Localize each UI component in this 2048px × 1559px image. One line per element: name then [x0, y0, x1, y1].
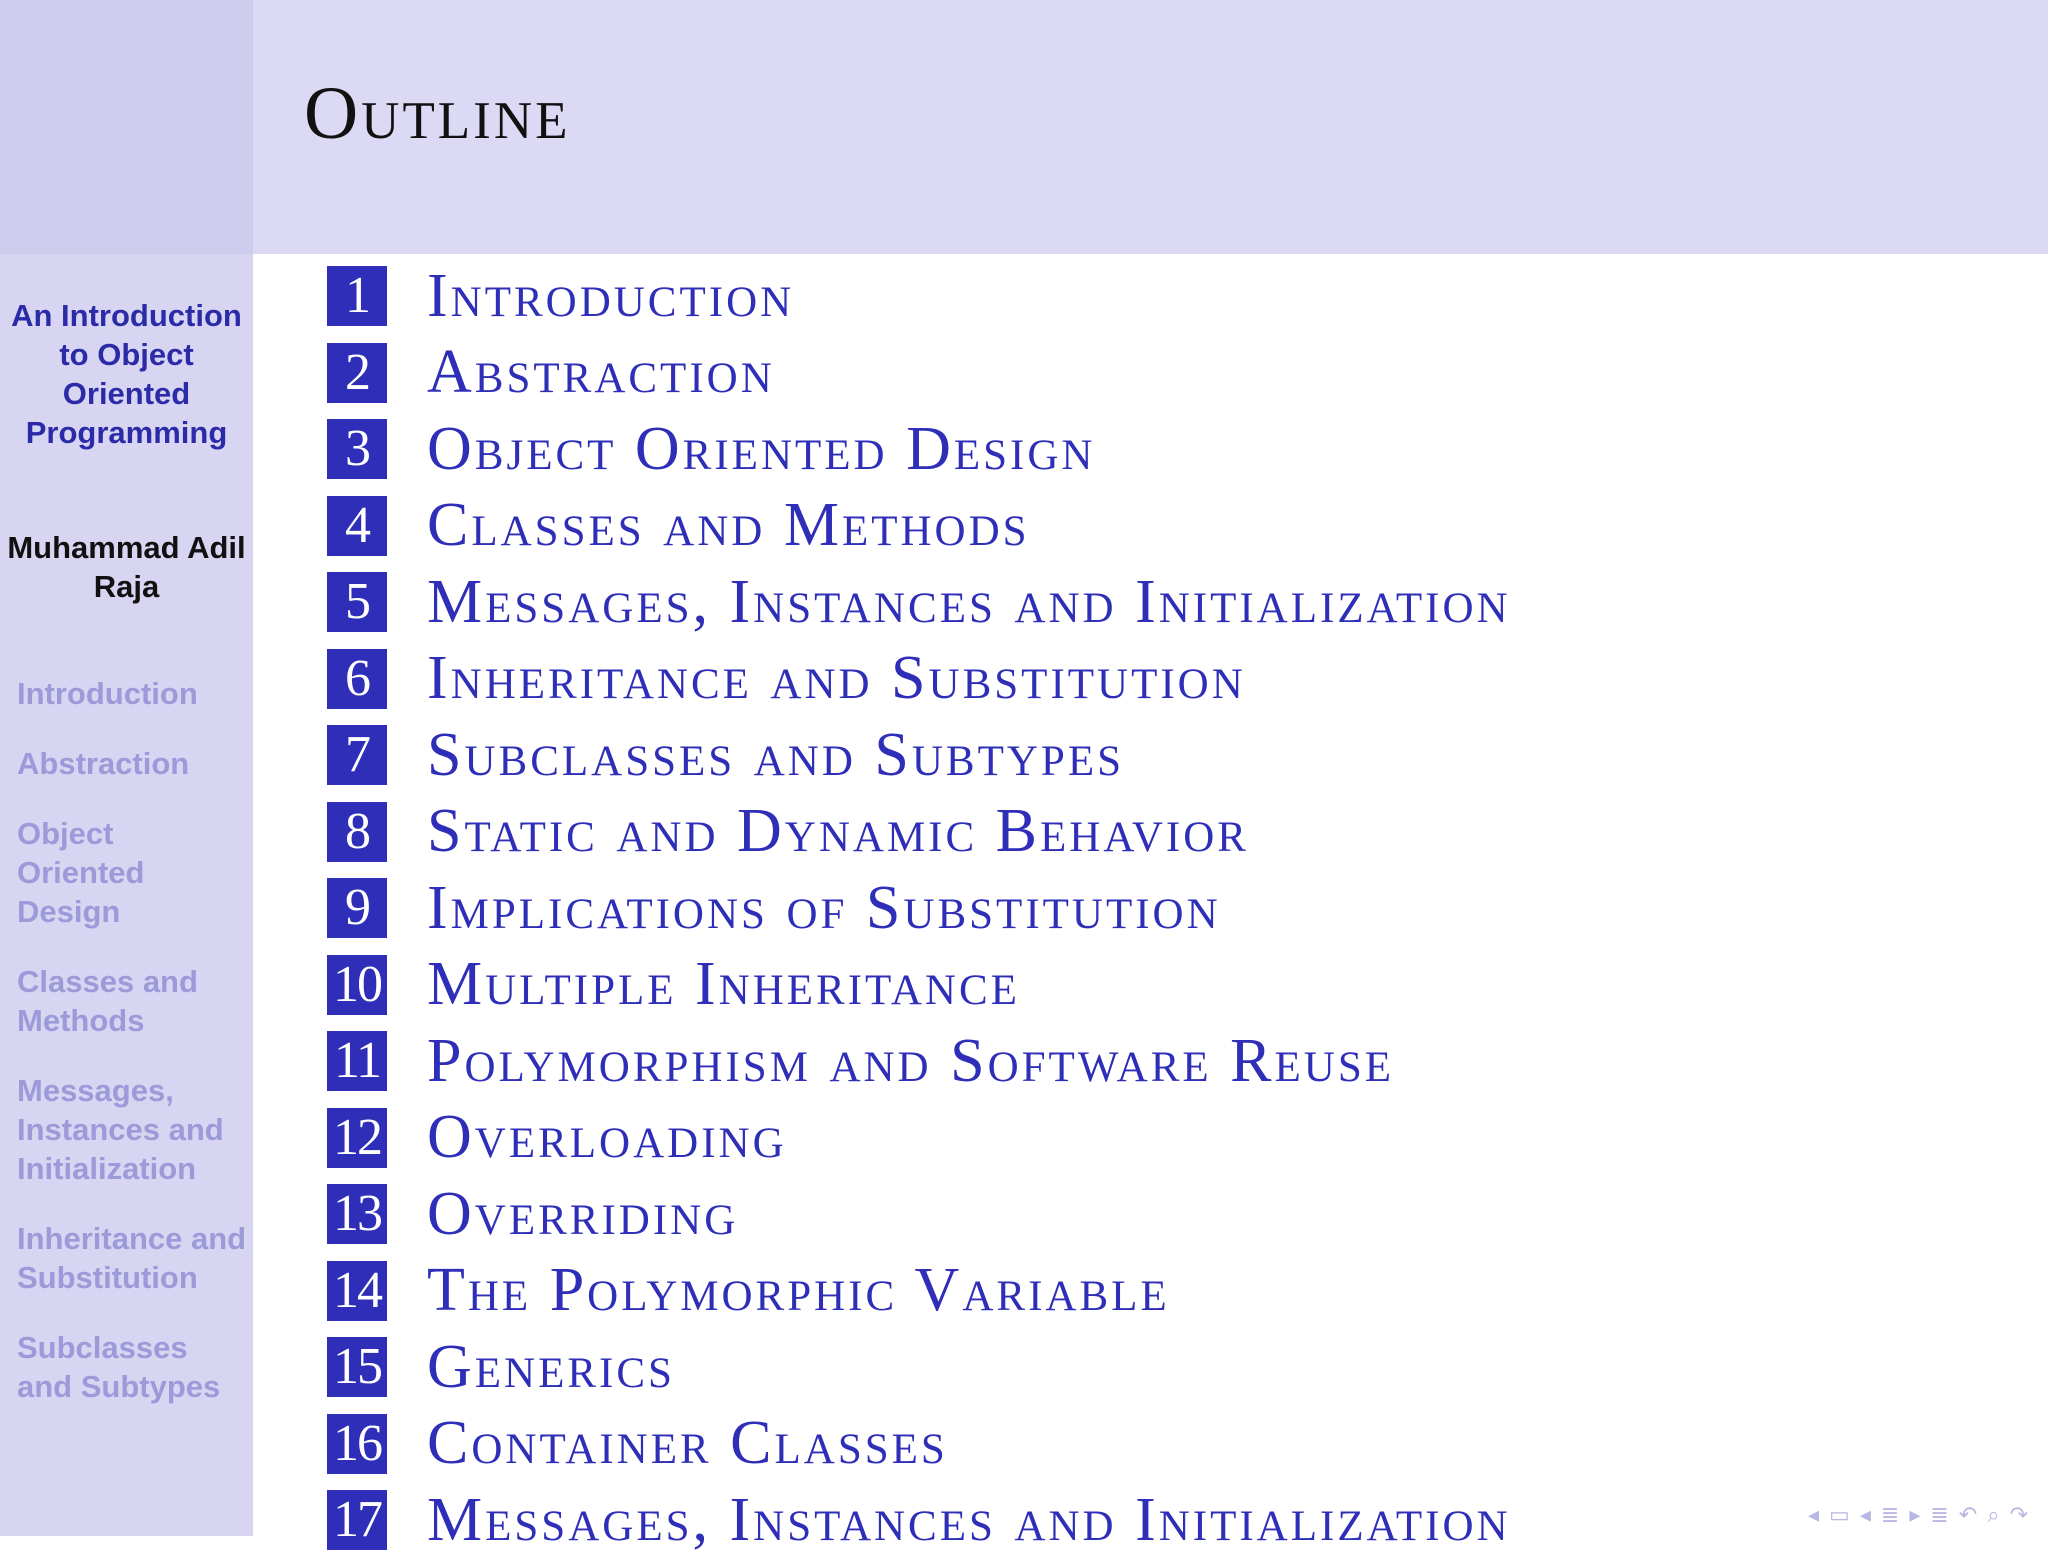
section-number-badge: 14	[327, 1261, 387, 1321]
nav-frame-icon[interactable]: ▭	[1829, 1503, 1850, 1528]
frame-title: Outline	[304, 72, 571, 155]
section-number-badge: 16	[327, 1414, 387, 1474]
section-number-badge: 6	[327, 649, 387, 709]
document-title[interactable]: An Introduction to Object Oriented Programming	[11, 298, 242, 450]
nav-back-icon[interactable]: ↶	[1958, 1503, 1978, 1528]
outline-item[interactable]	[327, 641, 2027, 718]
sidebar-item-object-oriented-design[interactable]: Object Oriented Design	[17, 816, 145, 929]
outline-item[interactable]	[327, 1100, 2027, 1177]
outline-item[interactable]	[327, 947, 2027, 1024]
section-title: Introduction	[427, 261, 795, 330]
section-number-badge: 9	[327, 878, 387, 938]
sidebar-nav	[17, 674, 249, 1437]
section-title: Overriding	[427, 1179, 739, 1248]
document-author: Muhammad Adil Raja	[7, 530, 246, 604]
sidebar-item-abstraction[interactable]: Abstraction	[17, 746, 190, 781]
section-number-badge: 10	[327, 955, 387, 1015]
outline-item[interactable]	[327, 1023, 2027, 1100]
section-title: Subclasses and Subtypes	[427, 720, 1125, 789]
outline-item[interactable]	[327, 564, 2027, 641]
sidebar-item-classes-and-methods[interactable]: Classes and Methods	[17, 964, 198, 1038]
outline-item[interactable]	[327, 1406, 2027, 1483]
nav-section-icon[interactable]: ≣	[1880, 1503, 1900, 1528]
section-title: Implications of Substitution	[427, 873, 1221, 942]
section-title: Classes and Methods	[427, 491, 1030, 560]
section-title: Inheritance and Substitution	[427, 644, 1246, 713]
outline-list	[327, 258, 2027, 1559]
section-title: Container Classes	[427, 1409, 948, 1478]
section-title: Messages, Instances and Initialization	[427, 567, 1511, 636]
section-title: Overloading	[427, 1103, 787, 1172]
section-title: The Polymorphic Variable	[427, 1256, 1170, 1325]
outline-item[interactable]	[327, 488, 2027, 565]
section-title: Generics	[427, 1332, 675, 1401]
sidebar-item-inheritance[interactable]: Inheritance and Substitution	[17, 1221, 247, 1295]
section-number-badge: 4	[327, 496, 387, 556]
sidebar-item-introduction[interactable]: Introduction	[17, 676, 198, 711]
beamer-navigation-controls	[1808, 1503, 2028, 1528]
nav-document-icon[interactable]: ≣	[1930, 1503, 1949, 1528]
nav-search-icon[interactable]: ⌕	[1987, 1503, 2000, 1528]
nav-section-next-icon[interactable]: ▸	[1909, 1503, 1921, 1528]
outline-item[interactable]	[327, 870, 2027, 947]
outline-item[interactable]	[327, 411, 2027, 488]
section-number-badge: 1	[327, 266, 387, 326]
sidebar-header-block	[0, 0, 253, 254]
section-number-badge: 13	[327, 1184, 387, 1244]
outline-item[interactable]	[327, 1176, 2027, 1253]
nav-section-prev-icon[interactable]: ◂	[1859, 1503, 1871, 1528]
section-title: Static and Dynamic Behavior	[427, 797, 1249, 866]
outline-item[interactable]	[327, 717, 2027, 794]
sidebar-item-messages-instances[interactable]: Messages, Instances and Initialization	[17, 1073, 224, 1186]
section-title: Multiple Inheritance	[427, 950, 1020, 1019]
section-number-badge: 2	[327, 343, 387, 403]
section-title: Polymorphism and Software Reuse	[427, 1026, 1395, 1095]
section-title: Object Oriented Design	[427, 414, 1096, 483]
section-number-badge: 5	[327, 572, 387, 632]
outline-item[interactable]	[327, 258, 2027, 335]
nav-forward-icon[interactable]: ↷	[2009, 1503, 2028, 1528]
outline-item[interactable]	[327, 1253, 2027, 1330]
outline-item[interactable]	[327, 794, 2027, 871]
section-number-badge: 11	[327, 1031, 387, 1091]
section-number-badge: 12	[327, 1108, 387, 1168]
outline-item[interactable]	[327, 1482, 2027, 1559]
section-number-badge: 8	[327, 802, 387, 862]
sidebar-item-subclasses[interactable]: Subclasses and Subtypes	[17, 1330, 221, 1404]
sidebar	[0, 0, 253, 1536]
section-number-badge: 7	[327, 725, 387, 785]
nav-first-icon[interactable]: ◂	[1807, 1503, 1820, 1528]
outline-item[interactable]	[327, 1329, 2027, 1406]
section-number-badge: 17	[327, 1490, 387, 1550]
section-number-badge: 3	[327, 419, 387, 479]
section-title: Messages, Instances and Initialization	[427, 1485, 1511, 1554]
outline-item[interactable]	[327, 335, 2027, 412]
section-number-badge: 15	[327, 1337, 387, 1397]
section-title: Abstraction	[427, 338, 775, 407]
